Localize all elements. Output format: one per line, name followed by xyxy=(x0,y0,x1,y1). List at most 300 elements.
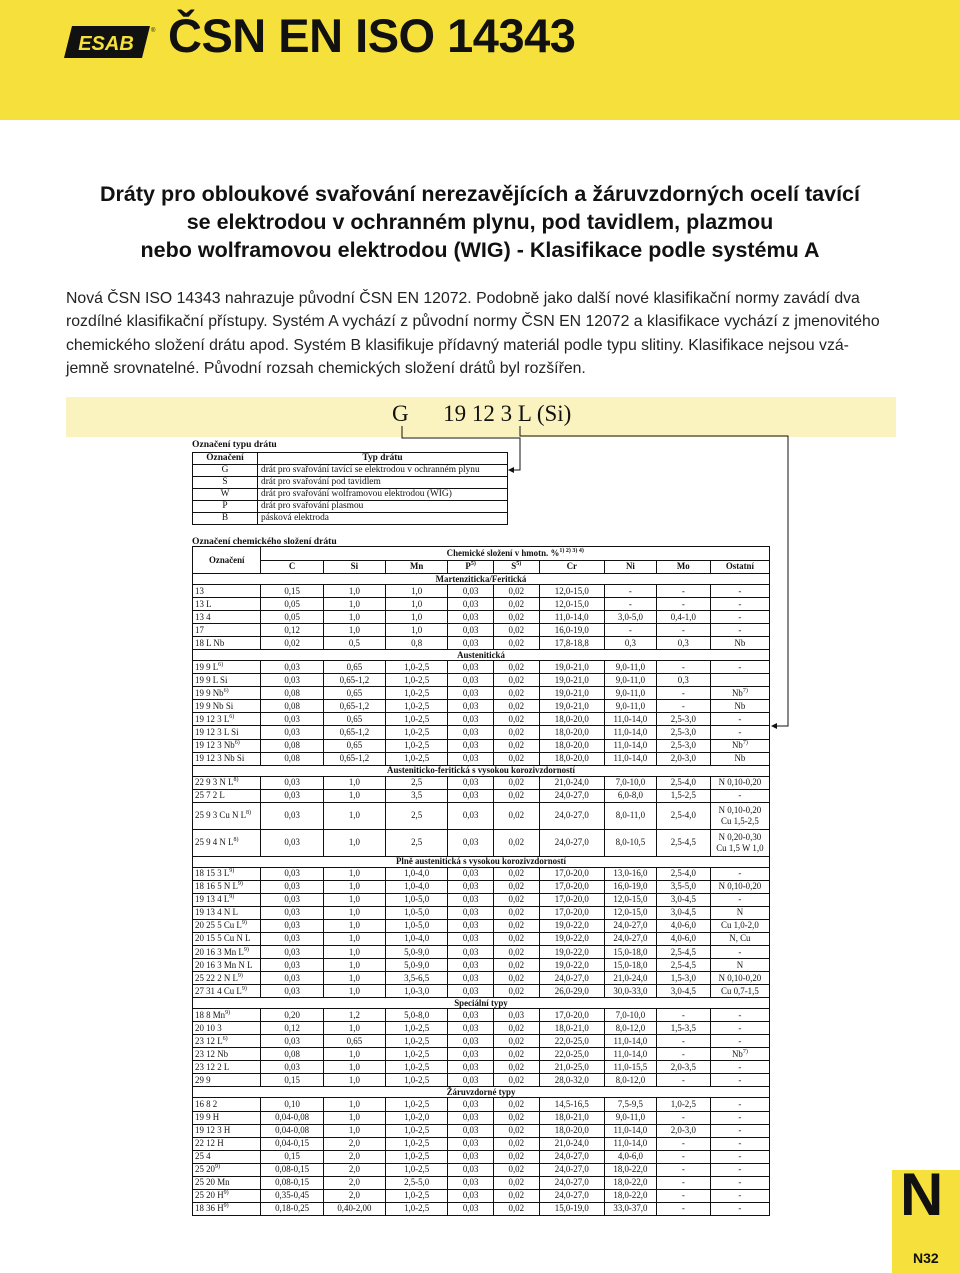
chem-value: - xyxy=(710,1061,769,1074)
chem-value: 5,0-9,0 xyxy=(386,959,448,972)
chem-value: - xyxy=(710,867,769,880)
chem-value: N, Cu xyxy=(710,932,769,945)
chem-value: 11,0-14,0 xyxy=(604,726,656,739)
chem-value: 11,0-14,0 xyxy=(604,1035,656,1048)
chem-section-title: Martenziticka/Feritická xyxy=(193,574,770,585)
chem-value: 0,02 xyxy=(493,1202,539,1215)
chem-value: - xyxy=(710,1074,769,1087)
chem-value xyxy=(710,674,769,687)
chem-code: 29 9 xyxy=(193,1074,261,1087)
chem-value: 0,03 xyxy=(261,1061,323,1074)
chem-value: 33,0-37,0 xyxy=(604,1202,656,1215)
chem-value: 0,03 xyxy=(261,893,323,906)
chem-row xyxy=(193,739,770,752)
chem-row xyxy=(193,726,770,739)
chem-row xyxy=(193,598,770,611)
chem-value: 2,0-3,0 xyxy=(656,1124,710,1137)
chem-code: 22 12 H xyxy=(193,1137,261,1150)
chem-value: 8,0-11,0 xyxy=(604,802,656,829)
wire-type-text: pásková elektroda xyxy=(258,513,508,525)
chem-value: - xyxy=(710,1124,769,1137)
chem-value: 0,02 xyxy=(493,1189,539,1202)
chem-value: 1,0-2,0 xyxy=(386,1111,448,1124)
chem-value: 0,03 xyxy=(448,585,494,598)
chem-value: 1,0 xyxy=(323,611,385,624)
chem-value: 1,0 xyxy=(386,611,448,624)
chem-value: 2,5-5,0 xyxy=(386,1176,448,1189)
chem-row xyxy=(193,1111,770,1124)
chem-section-row xyxy=(193,765,770,776)
wire-type-text: drát pro svařování pod tavidlem xyxy=(258,477,508,489)
chem-value: 22,0-25,0 xyxy=(539,1048,604,1061)
chem-value: 15,0-18,0 xyxy=(604,945,656,958)
chem-row xyxy=(193,1074,770,1087)
chem-value: 14,5-16,5 xyxy=(539,1098,604,1111)
chem-code: 19 12 3 L Si xyxy=(193,726,261,739)
chem-value: 1,0-2,5 xyxy=(386,739,448,752)
chem-value: 15,0-19,0 xyxy=(539,1202,604,1215)
wire-type-code: P xyxy=(193,501,258,513)
chem-code: 20 16 3 Mn $L^{9)}$ xyxy=(193,945,261,958)
chem-value: 1,0 xyxy=(323,1074,385,1087)
chem-value: 19,0-22,0 xyxy=(539,932,604,945)
chem-value: - xyxy=(656,1009,710,1022)
chem-col-header: Si xyxy=(323,560,385,574)
chem-code: 23 12 Nb xyxy=(193,1048,261,1061)
chem-value: Nb$^{7)}$ xyxy=(710,739,769,752)
chem-value: N xyxy=(710,906,769,919)
chem-value: - xyxy=(656,585,710,598)
chem-value: 0,03 xyxy=(448,739,494,752)
chem-value: - xyxy=(710,893,769,906)
page-number: N32 xyxy=(913,1250,939,1266)
chem-section-row xyxy=(193,574,770,585)
chem-value: 3,0-4,5 xyxy=(656,985,710,998)
chem-value: 1,0 xyxy=(323,985,385,998)
chem-value: - xyxy=(604,585,656,598)
chem-row xyxy=(193,713,770,726)
chem-value: 19,0-22,0 xyxy=(539,945,604,958)
chem-value: 0,03 xyxy=(448,985,494,998)
chem-code: 19 9 $L^{6)}$ xyxy=(193,661,261,674)
chem-value: - xyxy=(656,661,710,674)
chem-value: 18,0-21,0 xyxy=(539,1111,604,1124)
chem-value: 1,0-2,5 xyxy=(386,1202,448,1215)
chem-value: 0,02 xyxy=(493,1137,539,1150)
chem-value: 0,18-0,25 xyxy=(261,1202,323,1215)
chem-row xyxy=(193,906,770,919)
chem-value: 0,03 xyxy=(261,945,323,958)
chem-value: 8,0-12,0 xyxy=(604,1074,656,1087)
chem-value: 0,02 xyxy=(493,739,539,752)
chem-value: 17,0-20,0 xyxy=(539,880,604,893)
chem-value: - xyxy=(710,585,769,598)
chem-label: Označení chemického složení drátu xyxy=(192,536,337,547)
chem-value: - xyxy=(656,1202,710,1215)
chem-row xyxy=(193,1202,770,1215)
chem-value: 1,0-4,0 xyxy=(386,880,448,893)
chem-section-row xyxy=(193,1087,770,1098)
chem-section-title: Žáruvzdorné typy xyxy=(193,1087,770,1098)
chem-value: 0,03 xyxy=(261,713,323,726)
chem-row xyxy=(193,880,770,893)
chem-value: 1,0-2,5 xyxy=(386,713,448,726)
chem-value: 1,0-2,5 xyxy=(386,1137,448,1150)
chem-value: N 0,10-0,20 xyxy=(710,972,769,985)
chem-value: 1,0 xyxy=(323,1098,385,1111)
chem-value: 0,03 xyxy=(448,789,494,802)
chem-value: 1,0 xyxy=(323,867,385,880)
chem-code: 19 12 3 H xyxy=(193,1124,261,1137)
chem-value: 17,0-20,0 xyxy=(539,906,604,919)
chem-value: 0,03 xyxy=(261,932,323,945)
chem-value: - xyxy=(656,598,710,611)
chem-value: 0,03 xyxy=(448,661,494,674)
designation-rest: 19 12 3 L (Si) xyxy=(443,401,572,426)
chem-value: - xyxy=(656,700,710,713)
chem-value: 9,0-11,0 xyxy=(604,661,656,674)
chem-value: 0,03 xyxy=(261,880,323,893)
chem-value: 19,0-21,0 xyxy=(539,687,604,700)
chem-value: 1,0 xyxy=(323,624,385,637)
chem-code: 19 12 3 Nb$^{6)}$ xyxy=(193,739,261,752)
chem-row xyxy=(193,829,770,856)
intro-paragraph: Nová ČSN ISO 14343 nahrazuje původní ČSN EN 12072. Podobně jako další nové klasifikační normy zavádí dva rozdílné klasifikační přístupy. Systém A vychází z původní normy ČSN EN 12072 a klasifikace vychází z jmenovitého chemického složení drátu apod. Systém B klasifikuje přídavný materiál podle typu slitiny. Klasifikace nejsou vzá- jemně srovnatelné. Původní rozsah chemických složení drátů byl rozšířen. xyxy=(66,290,880,378)
chem-value: 0,03 xyxy=(448,919,494,932)
chem-value: 0,3 xyxy=(604,637,656,650)
chem-value: 11,0-14,0 xyxy=(604,1137,656,1150)
chem-value: 17,0-20,0 xyxy=(539,1009,604,1022)
chem-col-header: Ostatní xyxy=(710,560,769,574)
chem-value: - xyxy=(710,1009,769,1022)
chem-value: - xyxy=(710,1035,769,1048)
chem-value: 21,0-24,0 xyxy=(539,776,604,789)
chem-value: 15,0-18,0 xyxy=(604,959,656,972)
chem-value: 0,02 xyxy=(493,932,539,945)
chem-row xyxy=(193,959,770,972)
chem-row xyxy=(193,687,770,700)
chem-value: 0,02 xyxy=(493,1074,539,1087)
chem-value: 18,0-20,0 xyxy=(539,726,604,739)
chem-value: 0,02 xyxy=(493,726,539,739)
chem-value: 1,0 xyxy=(323,585,385,598)
chem-value: 21,0-24,0 xyxy=(539,1137,604,1150)
chem-value: 0,65 xyxy=(323,1035,385,1048)
chem-value: 1,0 xyxy=(323,893,385,906)
chem-value: 2,5-4,5 xyxy=(656,959,710,972)
chem-value: 0,65-1,2 xyxy=(323,674,385,687)
chem-value: 12,0-15,0 xyxy=(539,598,604,611)
chem-value: 0,08-0,15 xyxy=(261,1163,323,1176)
chem-value: 18,0-21,0 xyxy=(539,1022,604,1035)
chem-value: 0,03 xyxy=(448,867,494,880)
chem-value: 0,02 xyxy=(493,802,539,829)
chem-value: N 0,20-0,30 Cu 1,5 W 1,0 xyxy=(710,829,769,856)
side-tab-letter: N xyxy=(900,1161,944,1228)
chem-value: 0,03 xyxy=(448,598,494,611)
chem-value: 0,02 xyxy=(493,1124,539,1137)
chem-value: 1,0-2,5 xyxy=(386,674,448,687)
chem-code: 25 20 $H^{9)}$ xyxy=(193,1189,261,1202)
chem-value: 2,0 xyxy=(323,1176,385,1189)
chem-value: 2,5 xyxy=(386,829,448,856)
chem-code: 20 16 3 Mn N L xyxy=(193,959,261,972)
chem-value: 0,15 xyxy=(261,585,323,598)
chem-value: 2,0 xyxy=(323,1163,385,1176)
chem-value: 1,0 xyxy=(323,959,385,972)
chem-value: 28,0-32,0 xyxy=(539,1074,604,1087)
chem-value: 0,4-1,0 xyxy=(656,611,710,624)
chem-value: 0,65-1,2 xyxy=(323,752,385,765)
wire-type-row xyxy=(193,513,508,525)
chem-row xyxy=(193,585,770,598)
chem-value: 0,03 xyxy=(261,674,323,687)
chem-value: - xyxy=(710,1098,769,1111)
chem-value: 17,0-20,0 xyxy=(539,893,604,906)
chem-value: 0,02 xyxy=(493,776,539,789)
chem-value: 1,0 xyxy=(386,585,448,598)
chem-value: 0,03 xyxy=(448,752,494,765)
chem-code: 19 9 H xyxy=(193,1111,261,1124)
chem-value: 0,02 xyxy=(493,1150,539,1163)
chem-value: Nb$^{7)}$ xyxy=(710,1048,769,1061)
chem-row xyxy=(193,932,770,945)
chem-value: 0,03 xyxy=(448,1124,494,1137)
chem-value: Nb xyxy=(710,637,769,650)
chem-value: 0,05 xyxy=(261,598,323,611)
chem-code: 22 9 3 N $L^{8)}$ xyxy=(193,776,261,789)
chem-value: 17,8-18,8 xyxy=(539,637,604,650)
chem-value: 8,0-10,5 xyxy=(604,829,656,856)
chem-value: 0,08 xyxy=(261,1048,323,1061)
chem-value: 1,5-2,5 xyxy=(656,789,710,802)
chem-value: 24,0-27,0 xyxy=(539,972,604,985)
chem-value: 0,3 xyxy=(656,637,710,650)
chem-code: 27 31 4 Cu $L^{9)}$ xyxy=(193,985,261,998)
chem-section-title: Austenitická xyxy=(193,650,770,661)
chem-value: 2,0-3,0 xyxy=(656,752,710,765)
chem-value: 0,03 xyxy=(448,1048,494,1061)
chem-value: - xyxy=(604,624,656,637)
chem-value: 19,0-21,0 xyxy=(539,674,604,687)
chem-value: 1,0 xyxy=(323,1061,385,1074)
chem-value: 3,5-5,0 xyxy=(656,880,710,893)
chem-value: 0,12 xyxy=(261,624,323,637)
chem-code: 19 9 L Si xyxy=(193,674,261,687)
wire-type-header: Typ drátu xyxy=(258,453,508,465)
chem-value: 0,02 xyxy=(493,919,539,932)
chem-value: - xyxy=(656,1048,710,1061)
chem-value: 0,02 xyxy=(493,829,539,856)
chem-value: 1,0 xyxy=(323,880,385,893)
chem-value: 0,03 xyxy=(448,674,494,687)
chem-value: 11,0-14,0 xyxy=(604,752,656,765)
chem-value: 0,02 xyxy=(493,713,539,726)
chem-value: 30,0-33,0 xyxy=(604,985,656,998)
chem-value: 24,0-27,0 xyxy=(604,919,656,932)
chem-value: 0,03 xyxy=(448,1098,494,1111)
chem-value: 1,2 xyxy=(323,1009,385,1022)
chem-value: 0,03 xyxy=(448,1022,494,1035)
chem-value: 24,0-27,0 xyxy=(539,1176,604,1189)
chem-value: 1,0-2,5 xyxy=(386,752,448,765)
chem-value: 0,3 xyxy=(656,674,710,687)
chem-value: 0,02 xyxy=(493,674,539,687)
chem-row xyxy=(193,1124,770,1137)
chem-value: - xyxy=(710,713,769,726)
chem-value: 0,03 xyxy=(448,1150,494,1163)
chem-value: 0,02 xyxy=(493,867,539,880)
chem-value: 1,0-4,0 xyxy=(386,867,448,880)
chem-value: - xyxy=(710,789,769,802)
wire-type-text: drát pro svařování wolframovou elektrodou (WIG) xyxy=(258,489,508,501)
chem-value: 0,08 xyxy=(261,700,323,713)
chem-value: - xyxy=(710,726,769,739)
chem-row xyxy=(193,776,770,789)
chem-value: 0,03 xyxy=(448,1189,494,1202)
chem-code: 13 L xyxy=(193,598,261,611)
chem-value: 1,0 xyxy=(323,598,385,611)
chem-value: 0,15 xyxy=(261,1074,323,1087)
chem-value: Nb$^{7)}$ xyxy=(710,687,769,700)
chem-value: 0,03 xyxy=(448,1074,494,1087)
chem-value: 2,5 xyxy=(386,802,448,829)
chem-value: 0,02 xyxy=(493,687,539,700)
chem-value: 24,0-27,0 xyxy=(604,932,656,945)
chem-value: 1,0-4,0 xyxy=(386,932,448,945)
chem-value: 0,65-1,2 xyxy=(323,726,385,739)
chem-value: 5,0-8,0 xyxy=(386,1009,448,1022)
chem-value: 9,0-11,0 xyxy=(604,674,656,687)
chem-value: 1,0 xyxy=(323,932,385,945)
chem-code: 23 12 2 L xyxy=(193,1061,261,1074)
chem-row xyxy=(193,661,770,674)
chem-value: 0,02 xyxy=(493,624,539,637)
chem-value: Cu 0,7-1,5 xyxy=(710,985,769,998)
wire-code-header: Označení xyxy=(193,453,258,465)
chem-value: 0,08 xyxy=(261,752,323,765)
chem-value: 1,0-2,5 xyxy=(386,726,448,739)
chem-value: 13,0-16,0 xyxy=(604,867,656,880)
chem-value: 0,03 xyxy=(448,1163,494,1176)
chem-value: 19,0-21,0 xyxy=(539,661,604,674)
page-title: ČSN EN ISO 14343 xyxy=(168,9,576,62)
chem-value: 4,0-6,0 xyxy=(604,1150,656,1163)
chem-value: 1,0-2,5 xyxy=(386,1189,448,1202)
chem-value: 0,03 xyxy=(261,789,323,802)
chem-value: 0,03 xyxy=(448,687,494,700)
chem-value: 1,0 xyxy=(323,919,385,932)
chem-value: 0,03 xyxy=(448,1176,494,1189)
chem-value: 0,02 xyxy=(493,1176,539,1189)
chem-row xyxy=(193,674,770,687)
chem-col-header: $S^{5)}$ xyxy=(493,560,539,574)
chem-value: 24,0-27,0 xyxy=(539,789,604,802)
chem-value: 21,0-25,0 xyxy=(539,1061,604,1074)
chem-value: 11,0-14,0 xyxy=(539,611,604,624)
chem-value: 1,0-3,0 xyxy=(386,985,448,998)
chem-code: 18 36 $H^{9)}$ xyxy=(193,1202,261,1215)
chem-row xyxy=(193,867,770,880)
chem-value: - xyxy=(656,1035,710,1048)
chem-value: 1,0-2,5 xyxy=(386,1048,448,1061)
chem-value: 0,02 xyxy=(493,945,539,958)
chem-value: - xyxy=(710,624,769,637)
chem-value: 2,0-3,5 xyxy=(656,1061,710,1074)
chem-value: 0,12 xyxy=(261,1022,323,1035)
chem-code: 19 12 3 $L^{6)}$ xyxy=(193,713,261,726)
wire-type-row xyxy=(193,477,508,489)
chem-code: 13 4 xyxy=(193,611,261,624)
chem-value: 1,0-2,5 xyxy=(386,1163,448,1176)
chem-value: 0,03 xyxy=(261,802,323,829)
section-heading: Dráty pro obloukové svařování nerezavějících a žáruvzdorných ocelí tavící se elektrodou v ochranném plynu, pod tavidlem, plazmou nebo wolframovou elektrodou (WIG) - Klasifikace podle systému A xyxy=(100,182,860,262)
chem-code: 20 10 3 xyxy=(193,1022,261,1035)
chem-value: - xyxy=(604,598,656,611)
chem-code: 25 7 2 L xyxy=(193,789,261,802)
chem-row xyxy=(193,1009,770,1022)
chem-value: 1,0 xyxy=(323,1048,385,1061)
chem-value: 0,5 xyxy=(323,637,385,650)
chem-value: 9,0-11,0 xyxy=(604,700,656,713)
chem-section-row xyxy=(193,856,770,867)
chem-code: 13 xyxy=(193,585,261,598)
chem-value: 24,0-27,0 xyxy=(539,802,604,829)
chem-value: 7,0-10,0 xyxy=(604,1009,656,1022)
chem-value: 24,0-27,0 xyxy=(539,1163,604,1176)
chem-value: N 0,10-0,20 Cu 1,5-2,5 xyxy=(710,802,769,829)
chem-code: 19 13 4 $L^{9)}$ xyxy=(193,893,261,906)
chem-value: 0,03 xyxy=(448,880,494,893)
chem-value: 22,0-25,0 xyxy=(539,1035,604,1048)
chem-value: 0,03 xyxy=(448,802,494,829)
chem-value: 0,03 xyxy=(448,776,494,789)
chem-section-row xyxy=(193,650,770,661)
chem-value: 3,5 xyxy=(386,789,448,802)
chem-value: 0,03 xyxy=(448,972,494,985)
designation-example xyxy=(392,401,571,427)
chem-row xyxy=(193,752,770,765)
chem-value: - xyxy=(710,1150,769,1163)
chem-row xyxy=(193,700,770,713)
chem-value: 12,0-15,0 xyxy=(604,893,656,906)
chem-value: 0,02 xyxy=(493,1111,539,1124)
chem-code: 18 15 3 $L^{9)}$ xyxy=(193,867,261,880)
chem-value: 1,0 xyxy=(386,598,448,611)
chem-value: 9,0-11,0 xyxy=(604,687,656,700)
chem-col-header: Cr xyxy=(539,560,604,574)
chem-value: 3,0-5,0 xyxy=(604,611,656,624)
chem-value: 2,0 xyxy=(323,1137,385,1150)
chem-value: 1,0-5,0 xyxy=(386,906,448,919)
chem-value: 0,10 xyxy=(261,1098,323,1111)
chem-value: 0,03 xyxy=(448,637,494,650)
chem-value: 0,02 xyxy=(493,985,539,998)
chem-value: - xyxy=(710,1189,769,1202)
chem-section-title: Speciální typy xyxy=(193,998,770,1009)
chem-value: 19,0-21,0 xyxy=(539,700,604,713)
chem-value: 2,5-3,0 xyxy=(656,713,710,726)
chem-value: 0,03 xyxy=(448,1061,494,1074)
chem-value: 11,0-14,0 xyxy=(604,1124,656,1137)
chem-col-header: Mn xyxy=(386,560,448,574)
chem-value: 0,03 xyxy=(448,713,494,726)
chem-value: - xyxy=(710,1176,769,1189)
chem-value: 1,0 xyxy=(323,1111,385,1124)
chem-col-header: Ni xyxy=(604,560,656,574)
chem-value: 0,03 xyxy=(261,829,323,856)
chem-value: 0,05 xyxy=(261,611,323,624)
